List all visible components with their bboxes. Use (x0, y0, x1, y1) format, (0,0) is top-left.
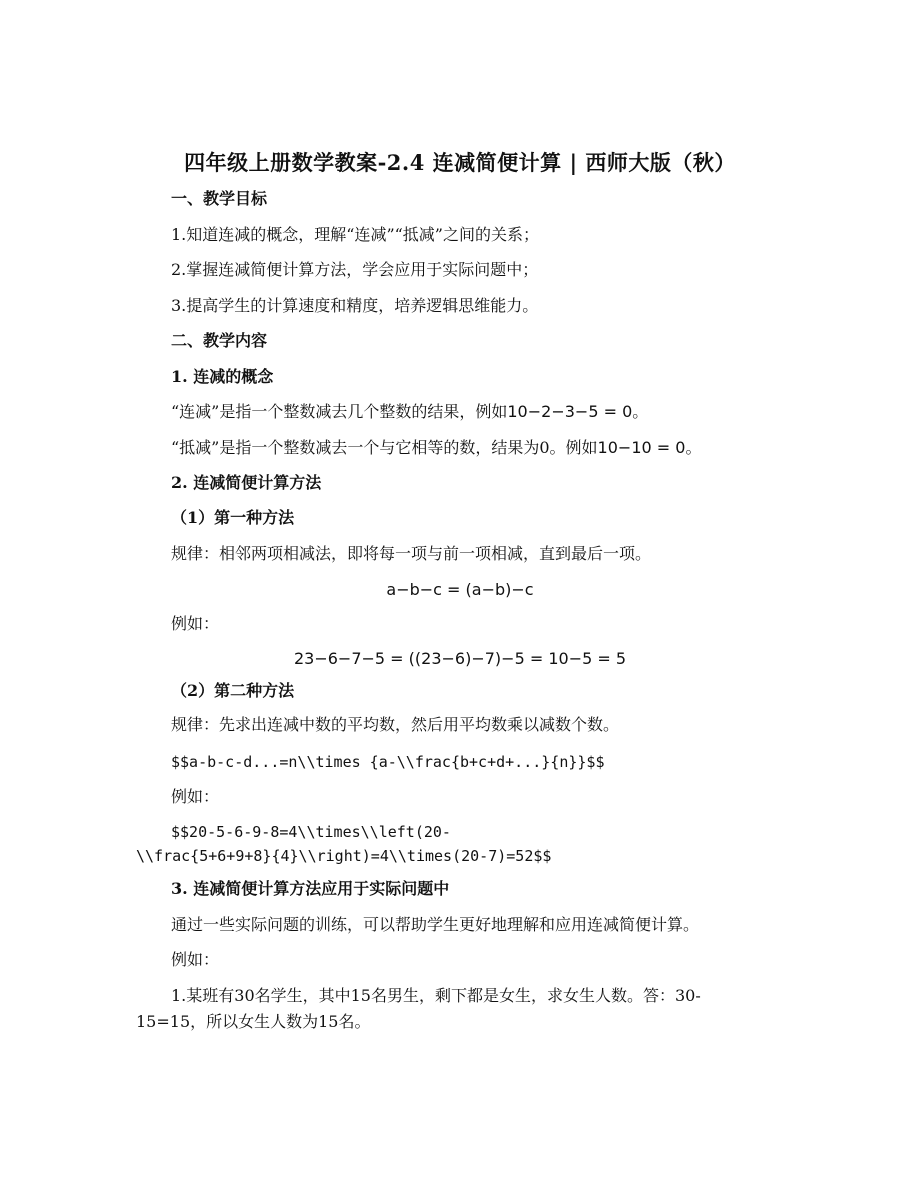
method1-rule: 规律：相邻两项相减法，即将每一项与前一项相减，直到最后一项。 (171, 544, 652, 563)
concept-end-2: 。 (685, 438, 702, 457)
method-heading: 2. 连减简便计算方法 (171, 473, 322, 492)
goal-item-1: 1.知道连减的概念，理解“连减”“抵减”之间的关系； (171, 225, 539, 244)
application-heading: 3. 连减简便计算方法应用于实际问题中 (171, 879, 450, 898)
method2-example-raw-1: $$20-5-6-9-8=4\\times\\left(20- (171, 823, 451, 841)
concept-text-2: “抵减”是指一个整数减去一个与它相等的数，结果为0。例如 (171, 438, 598, 457)
section1-heading: 一、教学目标 (171, 189, 268, 208)
method2-rule: 规律：先求出连减中数的平均数，然后用平均数乘以减数个数。 (171, 715, 620, 734)
concept-math-2: 10−10 = 0 (597, 438, 686, 457)
concept-math-1: 10−2−3−5 = 0 (507, 402, 633, 421)
concept-paragraph-1 (171, 401, 648, 423)
method1-example: 23−6−7−5 = ((23−6)−7)−5 = 10−5 = 5 (293, 649, 627, 668)
question-1-line-2: 15=15，所以女生人数为15名。 (136, 1012, 371, 1031)
document-title: 四年级上册数学教案-2.4 连减简便计算 | 西师大版（秋） (184, 150, 736, 175)
goal-item-2: 2.掌握连减简便计算方法，学会应用于实际问题中； (171, 260, 539, 279)
section2-heading: 二、教学内容 (171, 331, 268, 350)
goal-item-3: 3.提高学生的计算速度和精度，培养逻辑思维能力。 (171, 296, 539, 315)
method1-formula: a−b−c = (a−b)−c (386, 580, 534, 599)
method1-heading: （1）第一种方法 (171, 508, 295, 527)
method2-example-label: 例如： (171, 787, 220, 806)
application-example-label: 例如： (171, 950, 220, 969)
method1-example-label: 例如： (171, 614, 220, 633)
method2-formula-raw: $$a-b-c-d...=n\\times {a-\\frac{b+c+d+...}{n}}$$ (171, 753, 605, 771)
method2-heading: （2）第二种方法 (171, 681, 295, 700)
question-1-line-1: 1.某班有30名学生，其中15名男生，剩下都是女生，求女生人数。答：30- (171, 986, 701, 1005)
application-paragraph: 通过一些实际问题的训练，可以帮助学生更好地理解和应用连减简便计算。 (171, 915, 700, 934)
concept-paragraph-2 (171, 437, 701, 459)
concept-text-1: “连减”是指一个整数减去几个整数的结果，例如 (171, 402, 508, 421)
method2-example-raw-2: \\frac{5+6+9+8}{4}\\right)=4\\times(20-7)=52$$ (136, 847, 552, 865)
concept-end-1: 。 (632, 402, 649, 421)
concept-heading: 1. 连减的概念 (171, 367, 274, 386)
